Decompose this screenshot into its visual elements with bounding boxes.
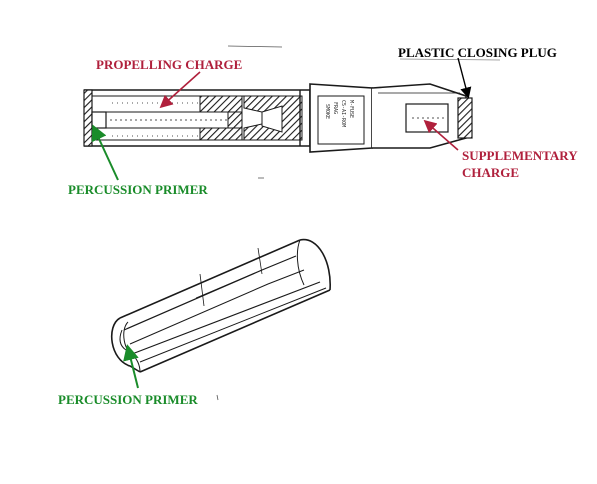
svg-text:M-FUSE: M-FUSE [348, 100, 354, 119]
cartridge-cross-section [84, 84, 472, 152]
svg-text:SMOKE: SMOKE [324, 104, 330, 120]
label-percussion-primer-bottom: PERCUSSION PRIMER [58, 392, 198, 407]
cutaway-tube [112, 240, 330, 372]
label-propelling-charge: PROPELLING CHARGE [96, 57, 243, 72]
label-plastic-closing-plug: PLASTIC CLOSING PLUG [398, 45, 557, 60]
svg-text:C5-AI-ROM: C5-AI-ROM [340, 100, 346, 128]
label-percussion-primer-top: PERCUSSION PRIMER [68, 182, 208, 197]
svg-text:FRAG: FRAG [332, 102, 338, 115]
label-supplementary-charge-line1: SUPPLEMENTARY [462, 148, 578, 163]
label-supplementary-charge-line2: CHARGE [462, 165, 520, 180]
